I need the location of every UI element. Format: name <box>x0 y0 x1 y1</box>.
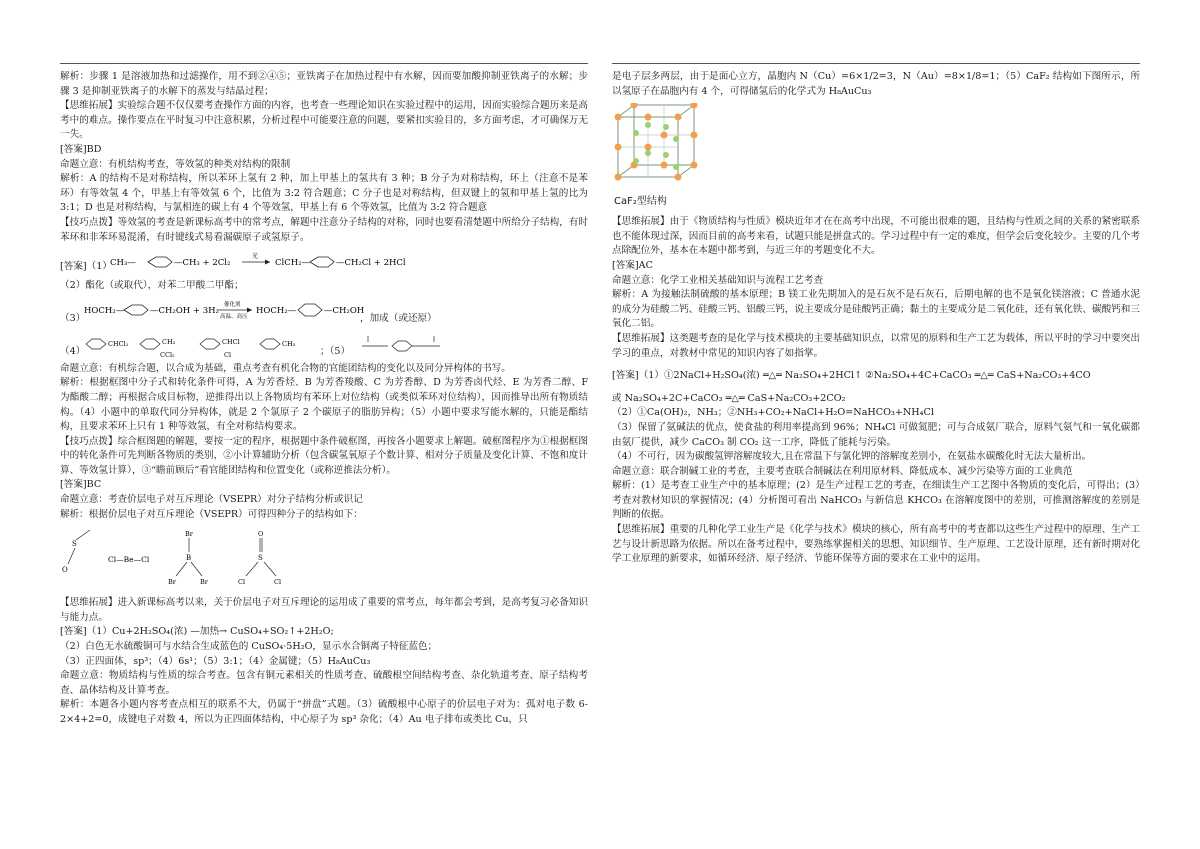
q20-eq1-right2: —CH₂Cl + 2HCl <box>336 258 406 269</box>
f-ion <box>645 122 651 128</box>
socl2-s: S <box>258 554 263 563</box>
f-ion <box>633 130 639 136</box>
q24-intent: 命题立意：联合制碱工业的考查，主要考查联合制碱法在利用原材料、降低成本、减少污染等方面的工业典范 <box>612 465 1073 477</box>
arrow-head <box>265 260 270 265</box>
ca-ion <box>645 114 652 121</box>
benzene-ring <box>260 339 280 349</box>
q23-extension: 【思维拓展】这类题考查的是化学与技术模块的主要基础知识点，以常见的原料和生产工艺为载体，所以平时的学习中要突出学习的重点，对教材中常见的知识内容了如指掌。 <box>612 332 1140 359</box>
q21-analysis: 解析：根据价层电子对互斥理论（VSEPR）可得四种分子的结构如下： <box>60 508 363 520</box>
q20-part-4-prefix: （4） <box>60 345 86 357</box>
socl2-bond <box>246 562 258 576</box>
socl2-o: O <box>258 530 264 539</box>
q20-intent: 命题立意：有机综合题，以合成为基础，重点考查有机化合物的官能团结构的变化以及同分异构体的书写。 <box>60 362 511 374</box>
q24-part-4: （4）不可行，因为碳酸氢钾溶解度较大,且在常温下与氯化钾的溶解度差别小，在氨盐水碳酸化时无法大量析出。 <box>612 451 1092 463</box>
caf2-crystal-diagram <box>614 103 704 193</box>
ca-ion <box>691 103 698 109</box>
ca-ion <box>615 174 622 181</box>
q18-extension: 【思维拓展】实验综合题不仅仅要考查操作方面的内容，也考查一些理论知识在实验过程中的运用，因而实验综合题历来是高考中的难点。操作要点在平时复习中注意积累，分析过程中可能要注意的问题，要紧扣实验目的，多方面考虑，才可确保万无一失。 <box>60 100 588 141</box>
q19-analysis: 解析：A 的结构不是对称结构，所以苯环上氢有 2 种，加上甲基上的氢共有 3 种；B 分子为对称结构，环上（注意不是苯环）有等效氢 4 个，甲基上有等效氢 6 个，比值为 3:2 符合题意；C 分子也是对称结构，但双键上的氢和甲基上氢的比为 3:1；D 也是对称结构，与氯相连的碳上有 4 个等效氢，甲基上有 6 个等效氢，比值为 3:2 符合题意 <box>60 173 588 214</box>
q20-eq3-mid: —CH₂OH + 3H₂ <box>150 305 219 316</box>
f-ion <box>673 136 679 142</box>
caf2-figure <box>612 101 1140 213</box>
q20-part-3-prefix: （3） <box>60 312 86 324</box>
f-ion <box>663 152 669 158</box>
benzene-ring <box>140 339 160 349</box>
right-column <box>612 70 1140 567</box>
q22-part-2: （2）白色无水硫酸铜可与水结合生成蓝色的 CuSO₄·5H₂O，显示水合铜离子特征蓝色； <box>60 641 438 653</box>
ca-ion <box>661 132 668 139</box>
q20-isomer-structures <box>82 332 332 360</box>
q20-eq1-mid: —CH₃ + 2Cl₂ <box>174 258 231 269</box>
q20-eq3-left: HOCH₂— <box>84 305 125 316</box>
q20-eq1-cond: 光 <box>252 253 259 261</box>
q24-answer-line-2: 或 Na₂SO₄+2C+CaCO₃ ═△═ CaS+Na₂CO₃+2CO₂ <box>612 392 846 404</box>
so2-o: O <box>62 566 68 575</box>
f-ion <box>673 164 679 170</box>
so2-s: S <box>72 540 77 549</box>
socl2-bond <box>264 562 276 576</box>
header-rule-left <box>60 63 588 64</box>
q22-analysis-cont: 是电子层多两层，由于是面心立方，晶胞内 N（Cu）=6×1/2=3，N（Au）=8×1/8=1；（5）CaF₂ 结构如下图所示，所以氢原子在晶胞内有 4 个，可得储氢后的化学式为 H₈AuCu₃ <box>612 71 1140 97</box>
q22-part-3: （3）正四面体，sp³；（4）6s¹；（5）3:1；（4）金属键；（5）H₈AuCu₃ <box>60 655 371 667</box>
socl2-cl: Cl <box>238 578 246 587</box>
vsepr-structures <box>60 524 588 594</box>
ca-ion <box>645 144 652 151</box>
q20-eq1-right: ClCH₂— <box>275 258 311 269</box>
becl2: Cl—Be—Cl <box>108 555 150 565</box>
q22-intent: 命题立意：物质结构与性质的综合考查。包含有铜元素相关的性质考查、硫酸根空间结构考查、杂化轨道考查、原子结构考查、晶体结构及计算考查。 <box>60 670 588 696</box>
isomer-e: Cl <box>224 350 232 359</box>
q22-extension: 【思维拓展】由于《物质结构与性质》模块近年才在在高考中出现，不可能出很难的题，且结构与性质之间的关系的紧密联系也不能体现过深，因而目前的高考来看，试题只能是拼盘式的。学习过程中有一定的难度，但学会后变化较少。主要的几个考点除配位外，基本在本题中都考到，与近三年的考题变化不大。 <box>612 216 1140 257</box>
q18-analysis: 解析：步骤 1 是溶液加热和过滤操作，用不到②④⑤；亚铁离子在加热过程中有水解，因而要加酸抑制亚铁离子的水解；步骤 3 是抑制亚铁离子的水解下的蒸发与结晶过程； <box>60 71 588 97</box>
bbr3-br: Br <box>200 578 208 587</box>
q20-eq3-right2: —CH₂OH <box>324 305 365 316</box>
bbr3-bond <box>176 562 187 576</box>
q20-equation-1 <box>60 247 588 277</box>
bbr3-br: Br <box>168 578 176 587</box>
q24-part-2: （2）①Ca(OH)₂，NH₃；②NH₃+CO₂+NaCl+H₂O=NaHCO₃+NH₄Cl <box>612 407 934 419</box>
q22-answer: [答案]（1）Cu+2H₂SO₄(浓) —加热→ CuSO₄+SO₂↑+2H₂O; <box>60 626 334 638</box>
caf2-caption: CaF₂型结构 <box>614 196 667 208</box>
benzene-ring <box>200 339 220 349</box>
q20-equation-3 <box>60 296 588 330</box>
isomer-a: CHCl₂ <box>108 339 129 348</box>
benzene-ring <box>148 257 172 267</box>
q20-ester-structure <box>360 332 480 360</box>
benzene-ring <box>86 339 106 349</box>
q23-intent: 命题立意：化学工业相关基础知识与流程工艺考查 <box>612 274 824 286</box>
q21-intent: 命题立意：考查价层电子对互斥理论（VSEPR）对分子结构分析或识记 <box>60 494 363 506</box>
ca-ion <box>691 162 698 169</box>
q20-eq3-cond-top: 催化剂 <box>224 301 241 308</box>
so2-bond <box>68 548 75 564</box>
q20-part-3-suffix: ，加成（或还原） <box>360 312 437 324</box>
q20-eq3-cond-bot: 高温、高压 <box>220 313 248 320</box>
q20-analysis: 解析：根据框图中分子式和转化条件可得，A 为芳香烃、B 为芳香羧酸、C 为芳香醇、D 为芳香卤代烃、E 为芳香二醇、F 为酯酸二醇；再根据合成目标物，逆推得出以上各物质均有苯环上对位结构（或类似苯环对位结构），因而推导出所有物质结构。（4）小题中的单取代同分异构体，就是 2 个氯原子 2 个碳原子的脂肪异构；（5）小题中要求写能水解的，只能是酯结构，且要求苯环上只有 1 种等效氢，有全对称结构要求。 <box>60 377 588 433</box>
isomer-f: CH₃ <box>282 339 296 348</box>
q20-reaction-3-svg <box>84 296 404 330</box>
q24-analysis: 解析：(1）是考查工业生产中的基本原理；(2）是生产过程工艺的考查，在细读生产工艺图中各物质的变化后，可得出；(3）考查对教材知识的掌握情况；(4）分析图可看出 NaHCO₃ 与新信息 KHCO₃ 在溶解度图中的差别，可推测溶解度的差别是判断的依据。 <box>612 480 1140 521</box>
ca-ion <box>675 114 682 121</box>
q24-answer-line-1: [答案]（1）①2NaCl+H₂SO₄(浓) ═△═ Na₂SO₄+2HCl↑ ②Na₂SO₄+4C+CaCO₃ ═△═ CaS+Na₂CO₃+4CO <box>612 370 1091 382</box>
q20-reaction-1-svg <box>110 247 440 277</box>
f-ion <box>633 158 639 164</box>
f-ion <box>663 124 669 130</box>
isomer-b: CH₃ <box>162 337 176 346</box>
left-column <box>60 70 588 728</box>
isomer-c: CCl₂ <box>160 350 175 359</box>
header-rule-right <box>612 63 1140 64</box>
q23-analysis: 解析：A 为接触法制硫酸的基本原理；B 镁工业先期加入的是石灰不是石灰石，后期电解的也不是氧化镁溶液；C 普通水泥的成分为硅酸二钙、硅酸三钙、铝酸三钙，说主要成分是硅酸钙正确；黏土的主要成分是二氧化硅，还有氧化铁、碳酸钙和三氧化二铝。 <box>612 289 1140 330</box>
q24-extension: 【思维拓展】重要的几种化学工业生产是《化学与技术》模块的核心，所有高考中的考查都以这些生产过程中的原理、生产工艺与设计新思路为依据。所以在备考过程中，要熟练掌握相关的思想、知识细节、生产原理、工艺设计原理，还有新时期对化学工业原理的新要求，如循环经济、原子经济、节能环保等方面的要求在工业中的运用。 <box>612 524 1140 565</box>
q20-eq3-right: HOCH₂— <box>256 305 297 316</box>
q20-answer-prefix: [答案]（1） <box>60 261 112 273</box>
bbr3-b: B <box>186 554 192 563</box>
q21-answer: [答案]BC <box>60 479 102 491</box>
ca-ion <box>631 103 638 109</box>
cyclohexane-ring <box>298 304 322 316</box>
vsepr-svg <box>60 524 320 594</box>
benzene-ring <box>392 341 412 351</box>
q19-tip: 【技巧点拨】等效氢的考查是新课标高考中的常考点，解题中注意分子结构的对称，同时也要看清楚题中所给分子结构，有时苯环和非苯环易混淆，有时键线式易看漏碳原子或氢原子。 <box>60 216 588 243</box>
isomer-d: CHCl <box>222 337 240 346</box>
f-ion <box>645 150 651 156</box>
ca-ion <box>615 114 622 121</box>
q23-answer: [答案]AC <box>612 259 653 271</box>
arrow-head <box>247 307 252 312</box>
q20-part-2: （2）酯化（或取代），对苯二甲酸二甲酯； <box>60 280 244 292</box>
q19-answer: [答案]BD <box>60 143 102 155</box>
benzene-ring <box>124 305 148 315</box>
q20-part-5-prefix: ；（5） <box>320 345 351 357</box>
q24-part-3: （3）保留了氨碱法的优点，使食盐的利用率提高到 96%；NH₄Cl 可做氮肥；可与合成氨厂联合，原料气氨气和一氧化碳都由氨厂提供，减少 CaCO₃ 制 CO₂ 这一工序，降低了能耗与污染。 <box>612 421 1140 448</box>
q20-eq1-left: CH₃— <box>110 258 136 269</box>
q20-isomers <box>60 332 588 360</box>
benzene-ring <box>310 257 334 267</box>
ca-ion <box>675 174 682 181</box>
bbr3-br: Br <box>185 530 193 539</box>
q20-tip: 【技巧点拨】综合框图题的解题，要按一定的程序，根据题中条件破框图，再按各小题要求上解题。破框图程序为①根据框图中的转化条件可先判断各物质的类别，②小计算辅助分析（包含碳氢氧原子个数计算、相对分子质量及变化计算、不饱和度计算、等效氢计算），③“瞻前顾后”看官能团结构和位置变化（或称逆推法分析）。 <box>60 435 588 476</box>
bbr3-bond <box>191 562 202 576</box>
ca-ion <box>691 132 698 139</box>
ca-ion <box>615 144 622 151</box>
ca-ion <box>661 162 668 169</box>
q21-extension: 【思维拓展】进入新课标高考以来，关于价层电子对互斥理论的运用成了重要的常考点，每年都会考到，是高考复习必备知识与能力点。 <box>60 597 588 623</box>
socl2-cl: Cl <box>274 578 282 587</box>
q22-analysis: 解析：本题各小题内容考查点相互的联系不大，仍属于“拼盘”式题。（3）硫酸根中心原子的价层电子对为：孤对电子数 6-2×4+2=0，成键电子对数 4，所以为正四面体结构，中心原子为 sp³ 杂化；（4）Au 电子排布或类比 Cu，只 <box>60 699 588 725</box>
so2-bond <box>76 530 90 540</box>
q19-intent: 命题立意：有机结构考查，等效氢的种类对结构的限制 <box>60 158 291 170</box>
